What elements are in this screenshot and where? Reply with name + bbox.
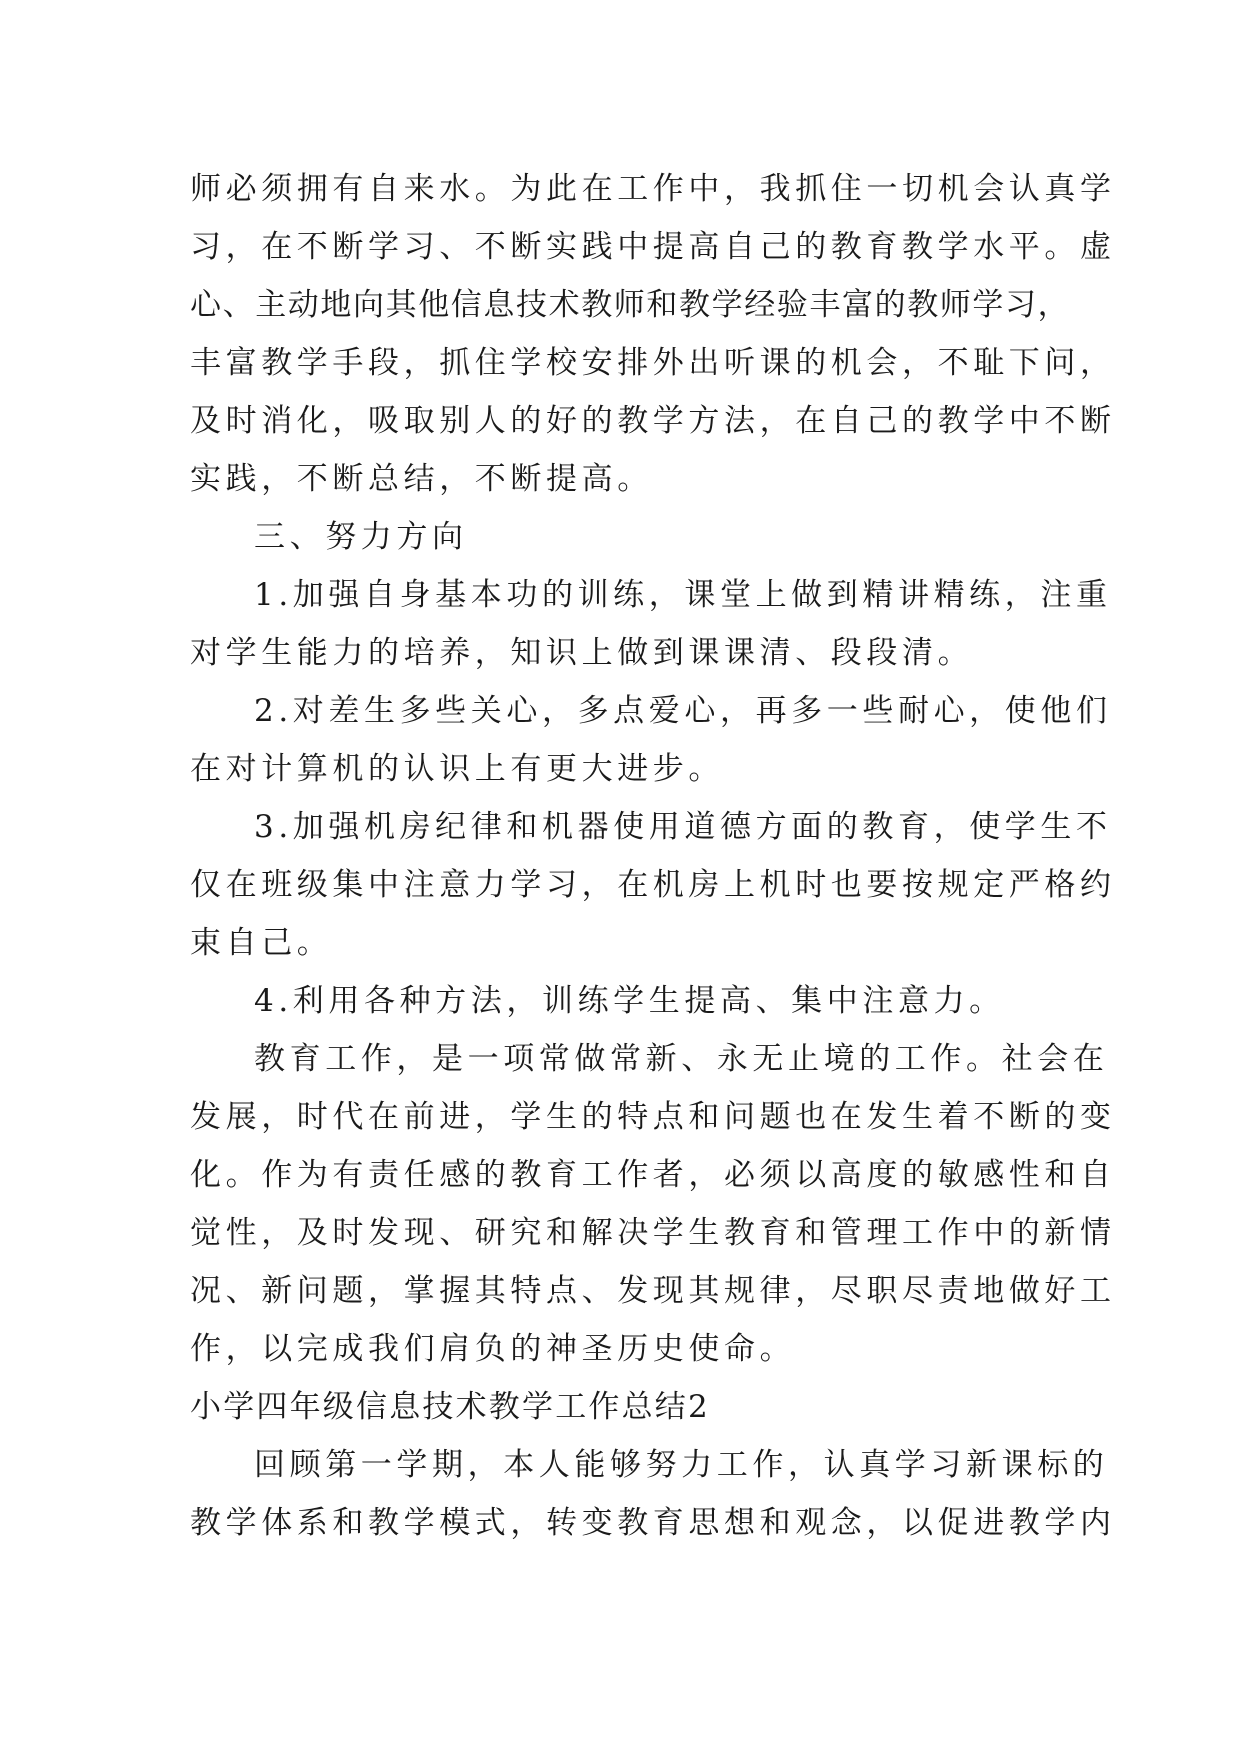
list-item: 4.利用各种方法，训练学生提高、集中注意力。 [254,983,1005,1019]
paragraph-line: 教学体系和教学模式，转变教育思想和观念，以促进教学内 [190,1505,1116,1541]
paragraph-line: 丰富教学手段，抓住学校安排外出听课的机会，不耻下问， [190,345,1116,381]
paragraph-line: 化。作为有责任感的教育工作者，必须以高度的敏感性和自 [190,1157,1116,1193]
list-item-continuation: 对学生能力的培养，知识上做到课课清、段段清。 [190,635,974,671]
paragraph-line: 心、主动地向其他信息技术教师和教学经验丰富的教师学习， [190,287,1071,323]
section-heading: 三、努力方向 [254,519,468,555]
paragraph-line: 况、新问题，掌握其特点、发现其规律，尽职尽责地做好工 [190,1273,1116,1309]
list-item-continuation: 仅在班级集中注意力学习，在机房上机时也要按规定严格约 [190,867,1116,903]
list-item-continuation: 束自己。 [190,925,333,961]
paragraph-line: 实践，不断总结，不断提高。 [190,461,653,497]
paragraph-line: 师必须拥有自来水。为此在工作中，我抓住一切机会认真学 [190,171,1116,207]
paragraph-line: 教育工作，是一项常做常新、永无止境的工作。社会在 [254,1041,1109,1077]
paragraph-line: 觉性，及时发现、研究和解决学生教育和管理工作中的新情 [190,1215,1116,1251]
paragraph-line: 作，以完成我们肩负的神圣历史使命。 [190,1331,796,1367]
paragraph-line: 及时消化，吸取别人的好的教学方法，在自己的教学中不断 [190,403,1116,439]
paragraph-line: 习，在不断学习、不断实践中提高自己的教育教学水平。虚 [190,229,1116,265]
document-body [190,160,1116,1552]
list-item: 3.加强机房纪律和机器使用道德方面的教育，使学生不 [254,809,1112,845]
list-item: 1.加强自身基本功的训练，课堂上做到精讲精练，注重 [254,577,1112,613]
section-title: 小学四年级信息技术教学工作总结2 [190,1389,710,1425]
paragraph-line: 回顾第一学期，本人能够努力工作，认真学习新课标的 [254,1447,1109,1483]
list-item-continuation: 在对计算机的认识上有更大进步。 [190,751,724,787]
paragraph-line: 发展，时代在前进，学生的特点和问题也在发生着不断的变 [190,1099,1116,1135]
list-item: 2.对差生多些关心，多点爱心，再多一些耐心，使他们 [254,693,1112,729]
